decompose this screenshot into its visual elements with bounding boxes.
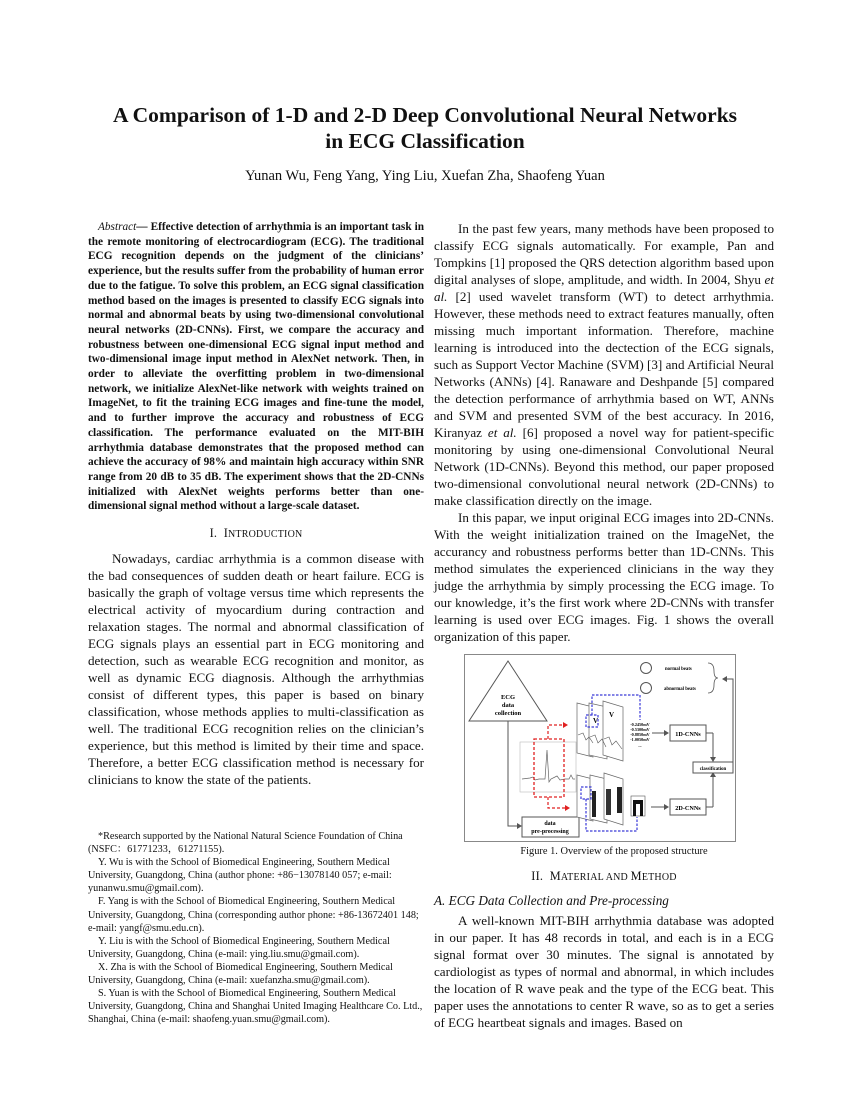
intro-paragraph-2	[434, 220, 774, 509]
title-line-1: A Comparison of 1-D and 2-D Deep Convolutional Neural Networks	[112, 103, 738, 127]
abstract-label: Abstract	[98, 221, 137, 233]
normal-beats-circle-icon	[641, 663, 652, 674]
footnote-author: Y. Liu is with the School of Biomedical Engineering, Southern Medical University, Guangdong, China (e-mail: ying.liu.smu@gmail.com).	[88, 935, 390, 960]
method-paragraph-1: A well-known MIT-BIH arrhythmia database was adopted in our paper. It has 48 records in total, and each is in a ECG signal format over 30 minutes. The signal is annotated by cardiologist as types of normal and abnormal, in which includes the location of R wave peak and the type of the ECG beat. This paper uses the annotations to center R wave, so as to get a series of ECG heartbeat signals and images. Based on	[434, 913, 774, 1030]
abnormal-beats-circle-icon	[641, 683, 652, 694]
preprocessing-label-2: pre-processing	[531, 829, 569, 835]
feedback-line	[727, 679, 733, 767]
classification-label: classification	[699, 767, 727, 772]
abstract-body: Effective detection of arrhythmia is an important task in the remote monitoring of electrocardiogram (ECG). The traditional ECG recognition depends on the judgment of the clinicians’ experience, but the results suffer from the probability of human error due to the fatigue. To solve this problem, an ECG signal classification method based on the images is presented to classify ECG signals into normal and abnormal beats by using two-dimensional convolutional neural networks (2D-CNNs). First, we compare the accuracy and robustness between one-dimensional ECG signal input method and two-dimensional image input method in AlexNet network. Then, in order to alleviate the overfitting problem in two-dimensional network, we initialize AlexNet-like network with weights trained on ImageNet, to fit the training ECG images and fine-tune the model, and to further improve the accuracy and robustness of ECG classification. The performance evaluated on the MIT-BIH arrhythmia database demonstrates that the proposed method can achieve the accuracy of 98% and maintain high accuracy within SNR range from 20 dB to 35 dB. The experiment shows that the 2D-CNNs initialized with AlexNet weights performs better than one-dimensional signal method without a large-scale dataset.	[88, 221, 424, 513]
data-label: data	[501, 702, 515, 709]
section-title-rest: NTRODUCTION	[228, 529, 303, 541]
value-item: ...	[638, 743, 642, 748]
right-column	[434, 220, 774, 1031]
section-title-part: ETHOD	[641, 872, 677, 883]
red-arrow-down	[548, 797, 565, 808]
section-heading-introduction	[88, 526, 424, 541]
normal-beats-label: normal beats	[665, 667, 692, 672]
paper-title	[60, 102, 790, 154]
left-column	[88, 220, 424, 788]
arrow-head	[722, 676, 727, 682]
red-arrow-head	[563, 722, 568, 728]
abstract	[88, 220, 424, 514]
svg-text:V: V	[609, 711, 615, 719]
footnote-author: F. Yang is with the School of Biomedical Engineering, Southern Medical University, Guangdong, China (corresponding author phone: +86-13672401 148; e-mail: yangf@smu.edu.cn).	[88, 896, 419, 934]
value-item: -0.5300mV	[630, 727, 650, 732]
arrow-head	[710, 757, 716, 762]
abstract-dash: —	[136, 221, 151, 233]
ecg-waveform-plot	[520, 742, 576, 792]
author-list: Yunan Wu, Feng Yang, Ying Liu, Xuefan Zha, Shaofeng Yuan	[245, 168, 605, 184]
svg-text:V: V	[593, 717, 599, 725]
pixel-grid-icon	[631, 796, 645, 816]
text-run: [6] proposed a novel way for patient-specific monitoring by using one-dimensional Convolutional Neural Network (1D-CNNs). Beyond this method, our paper proposed two-dimensional convolutional neural network (2D-CNNs) to make classification directly on the image.	[434, 425, 774, 508]
cnn-1d-label: 1D-CNNs	[675, 731, 701, 738]
title-line-2: in ECG Classification	[325, 129, 525, 153]
figure-caption: Figure 1. Overview of the proposed structure	[520, 846, 708, 857]
footnotes	[88, 830, 424, 1026]
signal-frames-1d	[577, 701, 623, 761]
value-item: -0.2450mV	[630, 722, 650, 727]
preprocessing-label-1: data	[544, 821, 556, 827]
text-run: [2] used wavelet transform (WT) to detect arrhythmia. However, these methods need to extract features manually, often missing much important information. Therefore, machine learning is introduced into the dectection of the ECG signals, such as Support Vector Machine (SVM) [3] and Artificial Neural Networks (ANNs) [4]. Ranaware and Deshpande [5] compared the detection performance of arrhythmia based on WT, ANNs and SVM and presented SVM of the best accuracy. In 2016, Kiranyaz	[434, 289, 774, 440]
footnote-author: Y. Wu is with the School of Biomedical Engineering, Southern Medical University, Guangdong, China (author phone: +86−13078140 057; e-mail: yunanwu.smu@gmail.com).	[88, 857, 392, 895]
section-title-part: M	[549, 869, 561, 883]
value-item: -1.0050mV	[630, 737, 650, 742]
arrow-head	[664, 730, 669, 736]
intro-paragraph-1: Nowadays, cardiac arrhythmia is a common disease with the bad consequences of sudden death or heart failure. ECG is basically the graph of voltage versus time which represents the electrical activity of myocardium during contraction and relaxation stages. The normal and abnormal classification of ECG signals plays an essential part in ECG monitoring and detection, such as wearable ECG recognition and monitor, as well as dynamic ECG diagnosis. Although the arrhythmias consist of different types, this paper is based on binary classification, whose methods applies to multi-classification as well. The traditional ECG recognition relies on the clinician’s experience, but this method is limited by their time and space. Therefore, a better ECG classification method is necessary for clinicians to know the state of the patients.	[88, 551, 424, 788]
footnote-author: S. Yuan is with the School of Biomedical Engineering, Southern Medical University, Guangdong, China and Shanghai United Imaging Healthcare Co. Ltd., Shanghai, China (e-mail: shaofeng.yuan.smu@gmail.com).	[88, 988, 423, 1026]
brace-icon	[708, 663, 718, 693]
subsection-heading: A. ECG Data Collection and Pre-processing	[434, 893, 669, 908]
section-number: I.	[209, 526, 218, 541]
footnote-author: X. Zha is with the School of Biomedical Engineering, Southern Medical University, Guangdong, China (e-mail: xuefanzha.smu@gmail.com).	[88, 961, 393, 987]
abnormal-beats-label: abnormal beats	[664, 687, 696, 692]
intro-paragraph-3: In this papar, we input original ECG images into 2D-CNNs. With the weight initialization trained on the ImageNet, the accurancy and robustness performs better than 1D-CNNs. This method simulates the experienced clinicians in the way they judge the arrhythmia by simply processing the ECG image. To our knowledge, it’s the first work where 2D-CNNs with transfer learning is used over ECG images. Fig. 1 shows the overall organization of this paper.	[434, 510, 774, 644]
section-heading-material-method	[434, 869, 774, 884]
arrow-head	[664, 804, 669, 810]
red-arrow-head	[565, 805, 570, 811]
footnote-funding: *Research supported by the National Natural Science Foundation of China (NSFC：61771233，61271155).	[88, 831, 403, 856]
abstract-text	[88, 220, 424, 514]
red-arrow-up	[548, 725, 563, 739]
connector-line	[508, 721, 517, 826]
figure-1-diagram	[465, 655, 735, 841]
value-list	[630, 722, 649, 748]
section-title-part: M	[630, 869, 642, 883]
figure-1	[464, 654, 736, 842]
cnn-2d-label: 2D-CNNs	[675, 805, 701, 812]
section-title-part: ATERIAL AND	[560, 872, 631, 883]
collection-label: collection	[494, 710, 522, 717]
arrow-head	[517, 823, 522, 829]
et-al: et al.	[487, 425, 517, 440]
value-item: -0.8850mV	[630, 732, 650, 737]
section-number: II.	[531, 869, 544, 883]
et-al: et al.	[434, 272, 774, 304]
section-title-first: I	[223, 526, 228, 541]
text-run: In the past few years, many methods have been proposed to classify ECG signals automatically. For example, Pan and Tompkins [1] proposed the QRS detection algorithm based upon digital analyses of slope, amplitude, and width. In 2004, Shyu	[434, 221, 774, 287]
ecg-label: ECG	[500, 694, 516, 701]
